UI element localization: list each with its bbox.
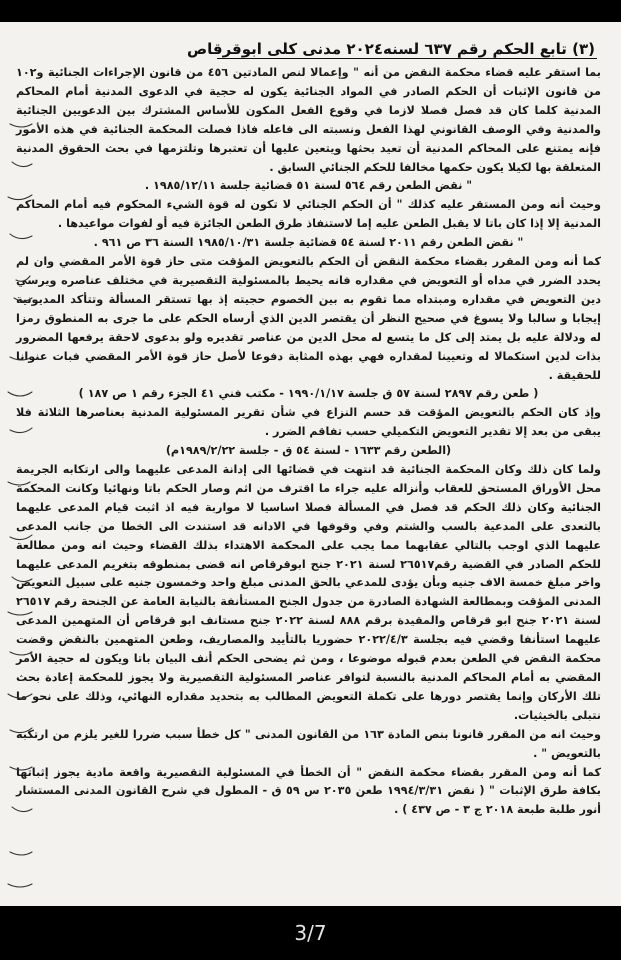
document-page (0, 22, 621, 906)
citation-4: (الطعن رقم ١٦٣٣ - لسنة ٥٤ ق - جلسة ١٩٨٩/٢/٢٢م) (165, 444, 452, 458)
paragraph-fault-proof: كما أنه ومن المقرر بقضاء محكمة النقض " أن الخطأ في المسئولية التقصيرية واقعة مادية يجوز إثباتها بكافة طرق الإثبات " ( نقض ١٩٩٤/٣/٣١ طعن ٢٠٣٥ س ٥٩ ق - المطول في شرح القانون المدنى المستشار أنور طلبة طبعة ٢٠١٨ ج ٣ - ص ٤٣٧ ) . (16, 765, 601, 817)
margin-marks-svg (0, 62, 40, 902)
citation-3: ( طعن رقم ٢٨٩٧ لسنة ٥٧ ق جلسة ١٩٩٠/١/١٧ - مكتب فني ٤١ الجزء رقم ١ ص ١٨٧ ) (78, 387, 539, 401)
citation-1: " نقض الطعن رقم ٥٦٤ لسنة ٥١ قضائية جلسة ١٩٨٥/١٢/١١ . (144, 179, 473, 193)
handwritten-margin-marks (0, 62, 40, 902)
paragraph-three-elements: وإذ كان الحكم بالتعويض المؤقت قد حسم النزاع في شأن تقرير المسئولية المدنية بعناصرها الثلاثة فلا يبقى من بعد إلا تقدير التعويض التكميلي حسب تفاقم الضرر . (16, 406, 601, 439)
paragraph-article-163: وحيث انه من المقرر قانونا بنص المادة ١٦٣ من القانون المدنى " كل خطأ سبب ضررا للغير يلزم من ارتكبه بالتعويض " . (16, 727, 602, 760)
page-counter: 3/7 (294, 921, 327, 945)
header-underline (217, 58, 597, 59)
paragraph-provisional-compensation: كما أنه ومن المقرر بقضاء محكمة النقض أن الحكم بالتعويض المؤقت متى حاز قوة الأمر المقضي وان لم يحدد الضرر في مداه أو التعويض في مقداره فانه يحيط بالمسئولية التقصيرية في مختلف عناصره ويرسي دين التعويض في مقداره ومبتداه مما تقوم به بين الخصوم حجيته إذ بها تستقر المسألة وتتأكد المديونية إيجابا و سالبا ولا يسوغ في صحيح النظر أن يقتصر الدين الذي أرساه الحكم على ما جرى به المنطوق رمزا له ودلالة عليه بل يمتد إلى كل ما يتسع له محل الدين من عناصر تقديره ولو بدعوى لاحقة يرفعها المضرور بذات لدين استكمالا له وتعيينا لمقداره فهي بهذه المثابة دفوعا لأصل حاز قوة الأمر المقضي فبات عنوانا للحقيقة . (16, 255, 601, 382)
paragraph-case-facts: ولما كان ذلك وكان المحكمة الجنائية قد انتهت في قضائها الى إدانة المدعى عليهما والى ارتكابه الجريمة محل الأوراق المستحق للعقاب وأنزاله عليه جراء ما اقترف من اثم وصار الحكم باتا ونهائيا وكانت المحكمة الجنائية وكان ذلك الحكم قد فصل في المسألة فصلا اساسيا لا مواربة فيه اذ اثبت قيام المدعى عليهما بالتعدى على المدعية بالسب والشتم وفي وقوفها في الادانه قد استندت الى الخطا من جانب المدعى عليهما الذي اوجب بالتالي عقابهما مما يجب على المحكمة الاهتداء بذلك القضاء وحيث انه ومن مطالعة للحكم الصادر في القضية رقم٢٦٥١٧ لسنة ٢٠٢١ جنح ابوقرقاص انه قضى بمنطوقه بتغريم المدعى عليهما واخر مبلغ خمسة الاف جنيه وبأن يؤدى للمدعي بالحق المدنى مبلغ واحد وخمسون جنيه على سبيل التعويض المدنى المؤقت وبمطالعة الشهادة الصادرة من جدول الجنح المستأنفة بالنيابة العامة عن الجنحة رقم ٢٦٥١٧ لسنة ٢٠٢١ جنح ابو قرقاص والمقيدة برقم ٨٨٨ لسنة ٢٠٢٢ جنح مستانف ابو قرقاص أن المتهمين المدعى عليهما استأنفا وقضي فيه بجلسة ٢٠٢٢/٤/٣ حضوريا بالتأييد والمصاريف، وطعن المتهمين بالنقض وقضت محكمة النقض في الطعن بعدم قبوله موضوعا ، ومن ثم يضحى الحكم أنف البيان باتا ويكون له حجية الأمر المقضي به أمام المحاكم المدنية بالنسبة لتوافر عناصر المسئولية التقصيرية ولا يجوز للمحكمة إعادة بحث تلك الأركان وإنما يقتصر دورها على تكملة التعويض المطالب به بتحديد مقداره النهائي، وذلك على نحو ما نتبلى بالخيثيات. (16, 463, 601, 722)
page-header-title: (٣) تابع الحكم رقم ٦٣٧ لسنه٢٠٢٤ مدنى كلى ابوقرقاص (186, 40, 595, 58)
paragraph-criminal-judgment: وحيث أنه ومن المستقر عليه كذلك " أن الحكم الجنائي لا تكون له قوة الشيء المحكوم فيه أمام المحاكم المدنية إلا إذا كان باتا لا يقبل الطعن عليه إما لاستنفاذ طرق الطعن الجائزة فيه أو لفوات مواعيدها . (16, 198, 601, 231)
judgment-body (16, 64, 601, 820)
paragraph-cassation-precedent: بما استقر عليه قضاء محكمة النقض من أنه " وإعمالا لنص المادتين ٤٥٦ من قانون الإجراءات الجنائية و١٠٢ من قانون الإثبات أن الحكم الصادر في المواد الجنائية يكون له حجية في الدعوى المدنية أمام المحاكم المدنية كلما كان قد فصل فصلا لازما في وقوع الفعل المكون للأساس المشترك بين الدعويين الجنائية والمدنية وفي الوصف القانوني لهذا الفعل ونسبته الى فاعله فاذا فصلت المحكمة الجنائية في هذه الأمور فإنه يمتنع على المحاكم المدنية أن تعيد بحثها ويتعين عليها أن تعتبرها وتلتزمها في بحث الحقوق المدنية المتعلقة بها لكيلا يكون حكمها مخالفا للحكم الجنائي السابق . (16, 66, 602, 174)
citation-2: " نقض الطعن رقم ٢٠١١ لسنة ٥٤ قضائية جلسة ١٩٨٥/١٠/٣١ السنة ٣٦ ص ٩٦١ . (93, 236, 524, 250)
